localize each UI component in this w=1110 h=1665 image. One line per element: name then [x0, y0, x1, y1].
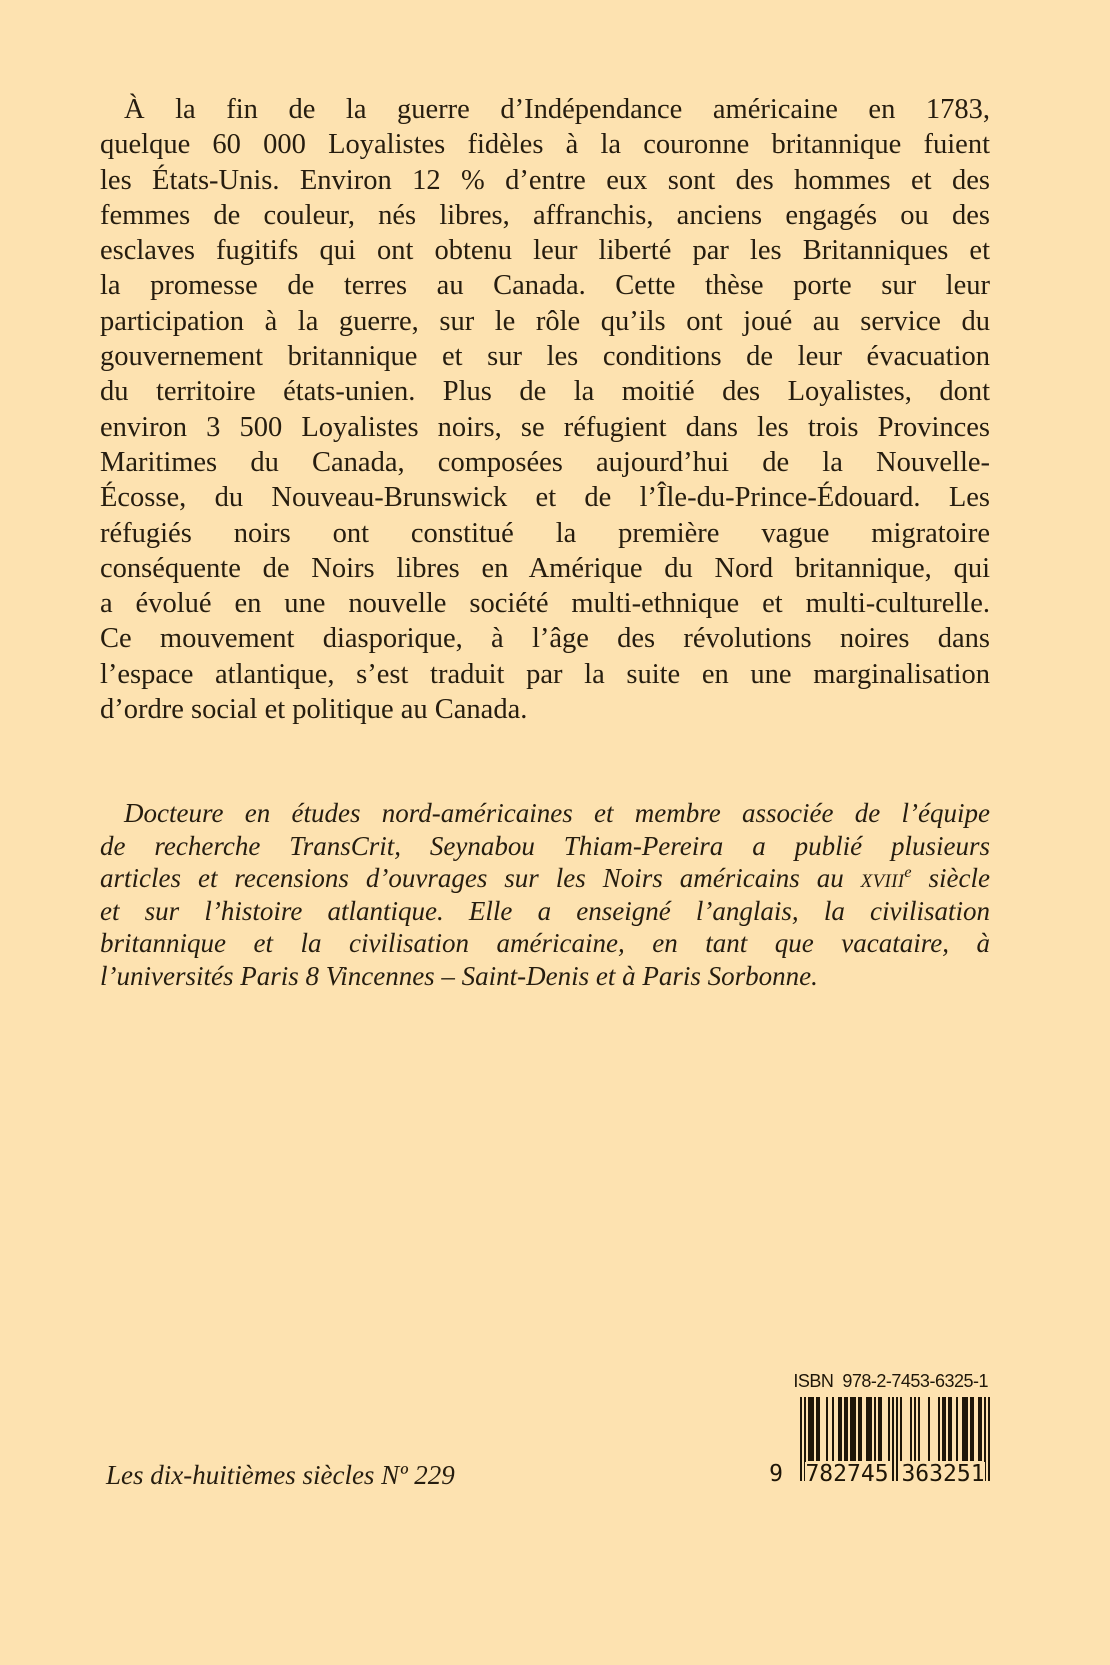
text-line: gouvernement britannique et sur les conditions de leur évacuation — [100, 341, 990, 373]
text-line: femmes de couleur, nés libres, affranchis, anciens engagés ou des — [100, 199, 990, 231]
text-segment: articles et recensions d’ouvrages sur les Noirs américains au — [100, 863, 861, 894]
text-line — [100, 862, 990, 895]
text-line: et sur l’histoire atlantique. Elle a enseigné l’anglais, la civilisation — [100, 895, 990, 926]
barcode-leading-digit: 9 — [766, 1462, 786, 1486]
text-line: les États-Unis. Environ 12 % d’entre eux sont des hommes et des — [100, 164, 990, 196]
text-line: participation à la guerre, sur le rôle qu’ils ont joué au service du — [100, 305, 990, 337]
text-line: conséquente de Noirs libres en Amérique du Nord britannique, qui — [100, 552, 990, 584]
barcode-right-digits: 363251 — [901, 1461, 985, 1487]
text-line: l’universités Paris 8 Vincennes – Saint-Denis et à Paris Sorbonne. — [100, 960, 818, 991]
text-line: Écosse, du Nouveau-Brunswick et de l’Île-du-Prince-Édouard. Les — [100, 482, 990, 514]
text-line: de recherche TransCrit, Seynabou Thiam-Pereira a publié plusieurs — [100, 830, 990, 861]
author-bio-paragraph — [100, 797, 990, 993]
barcode-left-digits: 782745 — [805, 1461, 889, 1487]
text-line: réfugiés noirs ont constitué la première vague migratoire — [100, 517, 990, 549]
series-label: Les dix-huitièmes siècles Nº 229 — [106, 1460, 455, 1490]
text-line: environ 3 500 Loyalistes noirs, se réfugient dans les trois Provinces — [100, 411, 990, 443]
text-line: du territoire états-unien. Plus de la moitié des Loyalistes, dont — [100, 376, 990, 408]
text-line: Ce mouvement diasporique, à l’âge des révolutions noires dans — [100, 623, 990, 655]
text-line: Docteure en études nord-américaines et membre associée de l’équipe — [124, 798, 990, 828]
text-line: a évolué en une nouvelle société multi-ethnique et multi-culturelle. — [100, 588, 990, 620]
text-segment: xviii — [860, 863, 905, 894]
text-line: d’ordre social et politique au Canada. — [100, 694, 528, 726]
text-segment: e — [904, 863, 912, 882]
barcode-module — [988, 1397, 990, 1481]
isbn-label: ISBN 978-2-7453-6325-1 — [793, 1371, 988, 1391]
text-line: À la fin de la guerre d’Indépendance américaine en 1783, — [124, 94, 990, 125]
text-line: quelque 60 000 Loyalistes fidèles à la couronne britannique fuient — [100, 129, 990, 161]
text-line: esclaves fugitifs qui ont obtenu leur liberté par les Britanniques et — [100, 235, 990, 267]
synopsis-paragraph — [100, 92, 990, 727]
text-line: britannique et la civilisation américaine, en tant que vacataire, à — [100, 928, 990, 959]
text-line: Maritimes du Canada, composées aujourd’hui de la Nouvelle- — [100, 446, 990, 478]
text-line: la promesse de terres au Canada. Cette thèse porte sur leur — [100, 270, 990, 302]
text-segment: siècle — [911, 863, 990, 894]
text-line: l’espace atlantique, s’est traduit par la suite en une marginalisation — [100, 658, 990, 690]
